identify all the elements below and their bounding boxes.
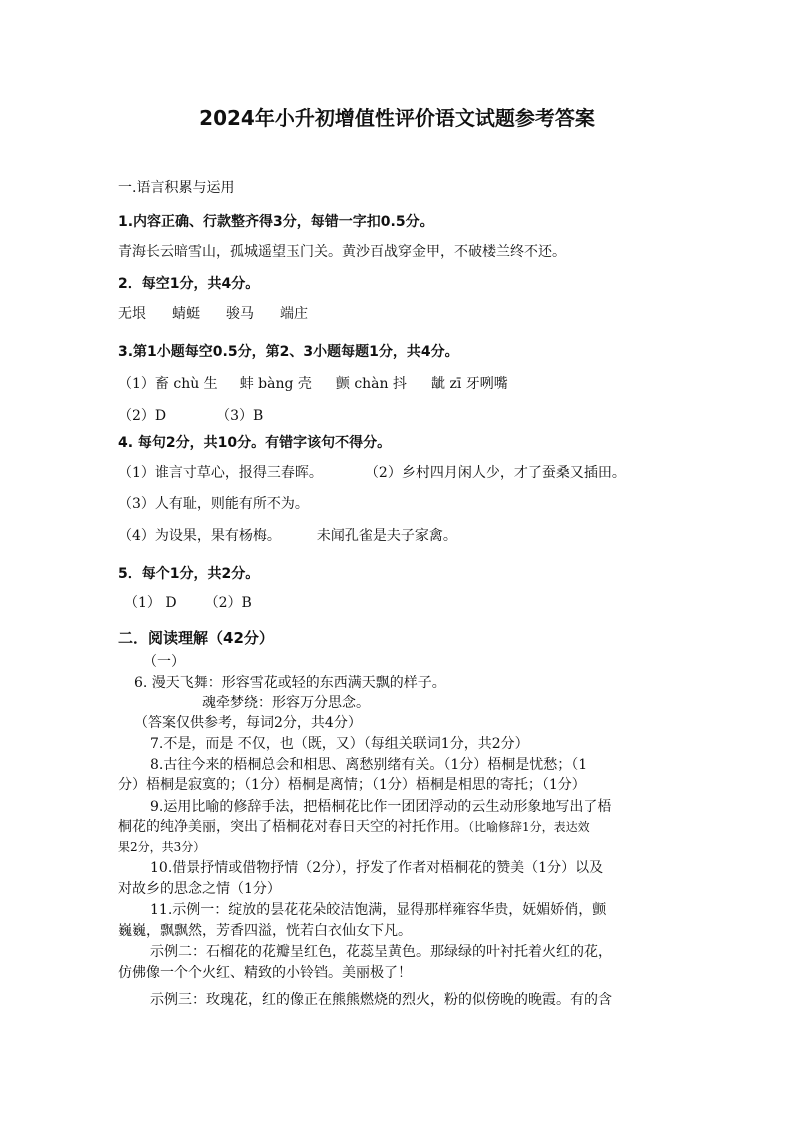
q5-scoring: 5．每个1分，共2分。 (118, 566, 260, 582)
q6-answer-2: 魂牵梦绕：形容万分思念。 (202, 695, 370, 711)
q11-example-3-line-1: 示例三：玫瑰花，红的像正在熊熊燃烧的烈火，粉的似傍晚的晚霞。有的含 (150, 992, 612, 1008)
q9-scoring-note-cont: 果2分，共3分） (118, 840, 206, 854)
q2-word: 端庄 (280, 306, 308, 322)
q3-pinyin-item: 龇 zī 牙咧嘴 (431, 376, 508, 392)
q5-answers (124, 593, 252, 613)
q9-answer-line-2 (118, 817, 590, 837)
q8-answer-line-1: 8.古往今来的梧桐总会和相思、离愁别绪有关。（1分）梧桐是忧愁；（1 (150, 757, 588, 773)
q3-choice: （2）D (118, 408, 167, 424)
q6-answer-1: 6. 漫天飞舞：形容雪花或轻的东西满天飘的样子。 (134, 675, 446, 691)
q8-answer-line-2: 分）梧桐是寂寞的；（1分）梧桐是离情；（1分）梧桐是相思的寄托；（1分） (118, 777, 586, 793)
q2-scoring: 2．每空1分，共4分。 (118, 276, 260, 292)
section2-heading: 二．阅读理解（42分） (118, 629, 274, 647)
q10-answer-line-2: 对故乡的思念之情（1分） (118, 881, 281, 897)
q4-answer: （2）乡村四月闲人少，才了蚕桑又插田。 (364, 465, 626, 481)
q11-example-2-line-2: 仿佛像一个个火红、精致的小铃铛。美丽极了！ (118, 965, 412, 981)
q2-word: 骏马 (226, 306, 254, 322)
q11-example-1-line-1: 11.示例一：绽放的昙花花朵皎洁饱满，显得那样雍容华贵，妩媚娇俏，颤 (150, 902, 607, 918)
q3-choice: （3）B (216, 408, 264, 424)
q9-scoring-note: （比喻修辞1分，表达效 (468, 820, 590, 834)
q1-answer: 青海长云暗雪山，孤城遥望玉门关。黄沙百战穿金甲，不破楼兰终不还。 (118, 244, 566, 260)
q3-pinyin-line (118, 374, 508, 394)
q4-scoring: 4. 每句2分，共10分。有错字该句不得分。 (118, 435, 392, 451)
page-title: 2024年小升初增值性评价语文试题参考答案 (199, 106, 595, 130)
q4-line-1 (118, 463, 626, 483)
q4-line-4 (118, 526, 457, 546)
q4-answer: （4）为设果，果有杨梅。 (118, 528, 281, 544)
q3-pinyin-item: 蚌 bàng 壳 (239, 376, 312, 392)
q5-answer: （2）B (204, 595, 252, 611)
section1-heading: 一.语言积累与运用 (118, 180, 235, 196)
q2-word: 无垠 (118, 306, 146, 322)
q3-scoring: 3.第1小题每空0.5分，第2、3小题每题1分，共4分。 (118, 344, 459, 360)
q11-example-1-line-2: 巍巍，飘飘然，芳香四溢，恍若白衣仙女下凡。 (118, 923, 412, 939)
q3-pinyin-item: 颤 chàn 抖 (335, 376, 407, 392)
q9-answer-line-1: 9.运用比喻的修辞手法，把梧桐花比作一团团浮动的云生动形象地写出了梧 (150, 799, 612, 815)
q3-choices-line (118, 406, 263, 426)
q11-example-2-line-1: 示例二：石榴花的花瓣呈红色，花蕊呈黄色。那绿绿的叶衬托着火红的花， (150, 944, 612, 960)
q4-answer: 未闻孔雀是夫子家禽。 (316, 528, 457, 544)
q4-answer: （3）人有耻，则能有所不为。 (118, 496, 309, 512)
q3-pinyin-item: （1）畜 chù 生 (118, 376, 218, 392)
q9-answer-text: 桐花的纯净美丽，突出了梧桐花对春日天空的衬托作用。 (118, 819, 468, 835)
q4-answer: （1）谁言寸草心，报得三春晖。 (118, 465, 323, 481)
q2-word: 蜻蜓 (172, 306, 200, 322)
q10-answer-line-1: 10.借景抒情或借物抒情（2分），抒发了作者对梧桐花的赞美（1分）以及 (150, 860, 604, 876)
q5-answer: （1） D (124, 595, 177, 611)
q7-answer: 7.不是，而是 不仅，也（既，又）（每组关联词1分，共2分） (150, 736, 529, 752)
q2-answer (118, 304, 308, 324)
passage-number: （一） (143, 654, 185, 670)
q1-scoring: 1.内容正确、行款整齐得3分，每错一字扣0.5分。 (118, 214, 434, 230)
q6-scoring-note: （答案仅供参考，每词2分，共4分） (134, 715, 362, 731)
